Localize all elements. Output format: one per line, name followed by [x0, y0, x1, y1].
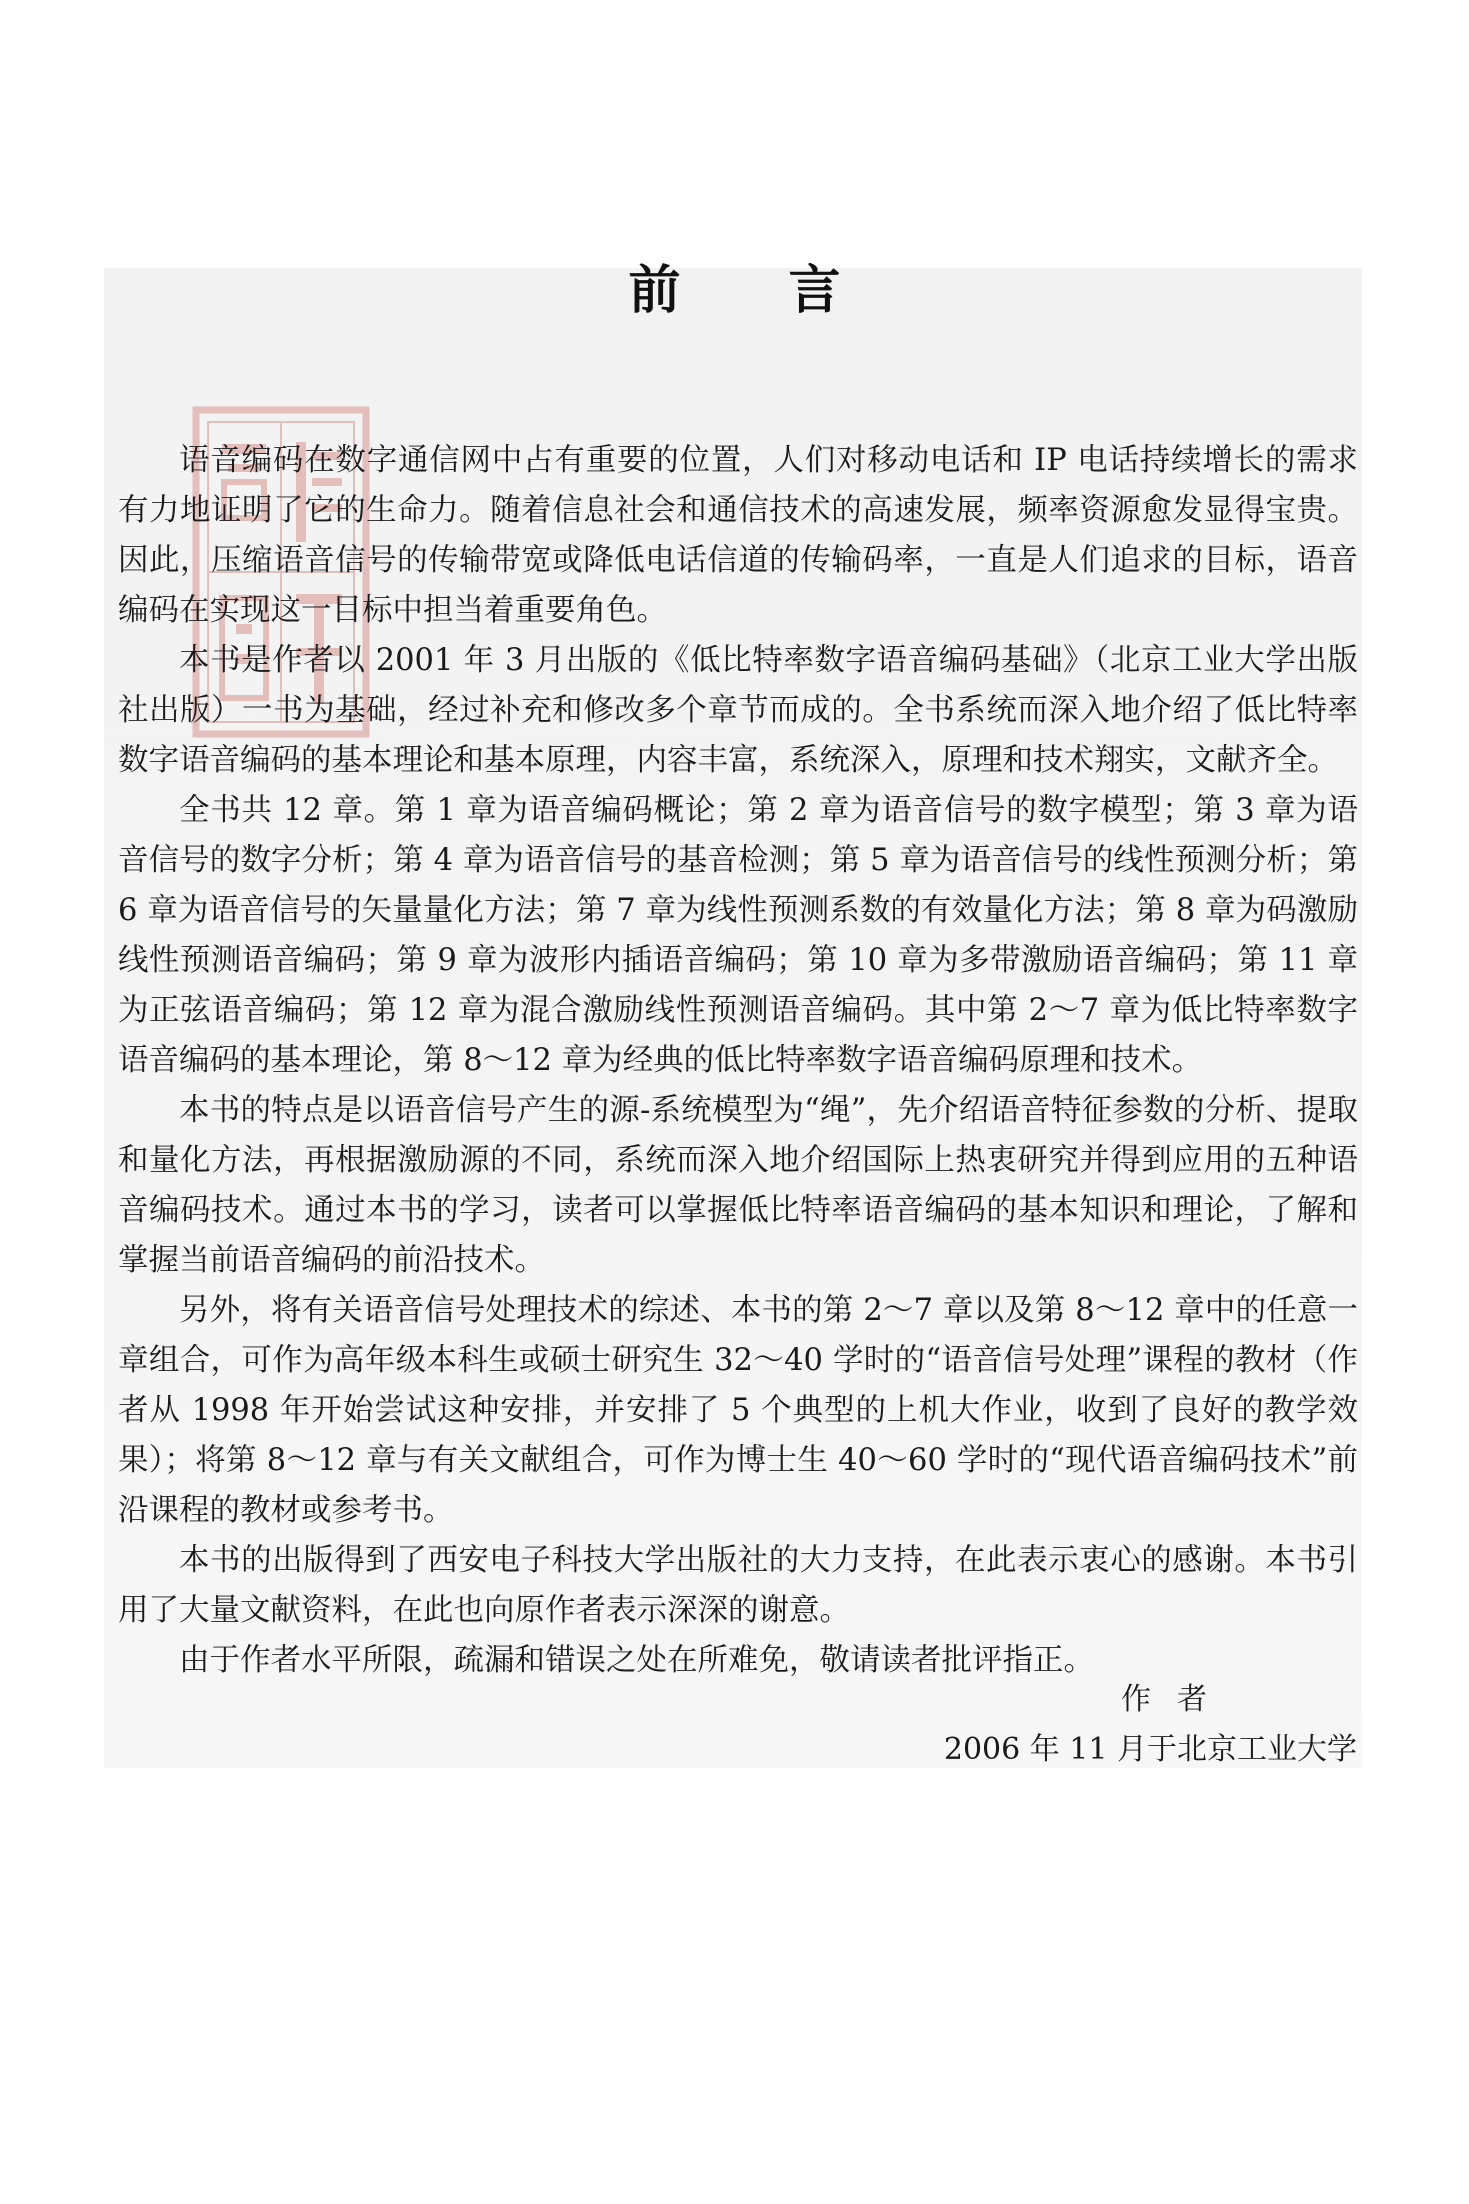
page-title: 前言	[628, 260, 949, 321]
paragraph: 本书是作者以 2001 年 3 月出版的《低比特率数字语音编码基础》（北京工业大学出版社出版）一书为基础，经过补充和修改多个章节而成的。全书系统而深入地介绍了低比特率数字语音编码的基本理论和基本原理，内容丰富，系统深入，原理和技术翔实，文献齐全。	[118, 643, 1358, 778]
paragraph: 本书的出版得到了西安电子科技大学出版社的大力支持，在此表示衷心的感谢。本书引用了大量文献资料，在此也向原作者表示深深的谢意。	[118, 1543, 1358, 1628]
paragraph: 语音编码在数字通信网中占有重要的位置，人们对移动电话和 IP 电话持续增长的需求有力地证明了它的生命力。随着信息社会和通信技术的高速发展，频率资源愈发显得宝贵。因此，压缩语音信号的传输带宽或降低电话信道的传输码率，一直是人们追求的目标，语音编码在实现这一目标中担当着重要角色。	[118, 443, 1358, 628]
paragraph: 另外，将有关语音信号处理技术的综述、本书的第 2～7 章以及第 8～12 章中的任意一章组合，可作为高年级本科生或硕士研究生 32～40 学时的“语音信号处理”课程的教材（作者从 1998 年开始尝试这种安排，并安排了 5 个典型的上机大作业，收到了良好的教学效果）；将第 8～12 章与有关文献组合，可作为博士生 40～60 学时的“现代语音编码技术”前沿课程的教材或参考书。	[118, 1293, 1358, 1528]
signature-block	[944, 1675, 1357, 1775]
paragraph: 全书共 12 章。第 1 章为语音编码概论；第 2 章为语音信号的数字模型；第 3 章为语音信号的数字分析；第 4 章为语音信号的基音检测；第 5 章为语音信号的线性预测分析；第 6 章为语音信号的矢量量化方法；第 7 章为线性预测系数的有效量化方法；第 8 章为码激励线性预测语音编码；第 9 章为波形内插语音编码；第 10 章为多带激励语音编码；第 11 章为正弦语音编码；第 12 章为混合激励线性预测语音编码。其中第 2～7 章为低比特率数字语音编码的基本理论，第 8～12 章为经典的低比特率数字语音编码原理和技术。	[118, 793, 1358, 1078]
preface-body	[118, 436, 1358, 1686]
paragraph: 本书的特点是以语音信号产生的源-系统模型为“绳”，先介绍语音特征参数的分析、提取和量化方法，再根据激励源的不同，系统而深入地介绍国际上热衷研究并得到应用的五种语音编码技术。通过本书的学习，读者可以掌握低比特率语音编码的基本知识和理论，了解和掌握当前语音编码的前沿技术。	[118, 1093, 1358, 1278]
paragraph: 由于作者水平所限，疏漏和错误之处在所难免，敬请读者批评指正。	[179, 1643, 1094, 1678]
signature-date: 2006 年 11 月于北京工业大学	[943, 1732, 1357, 1767]
signature-author: 作者	[1121, 1682, 1233, 1717]
